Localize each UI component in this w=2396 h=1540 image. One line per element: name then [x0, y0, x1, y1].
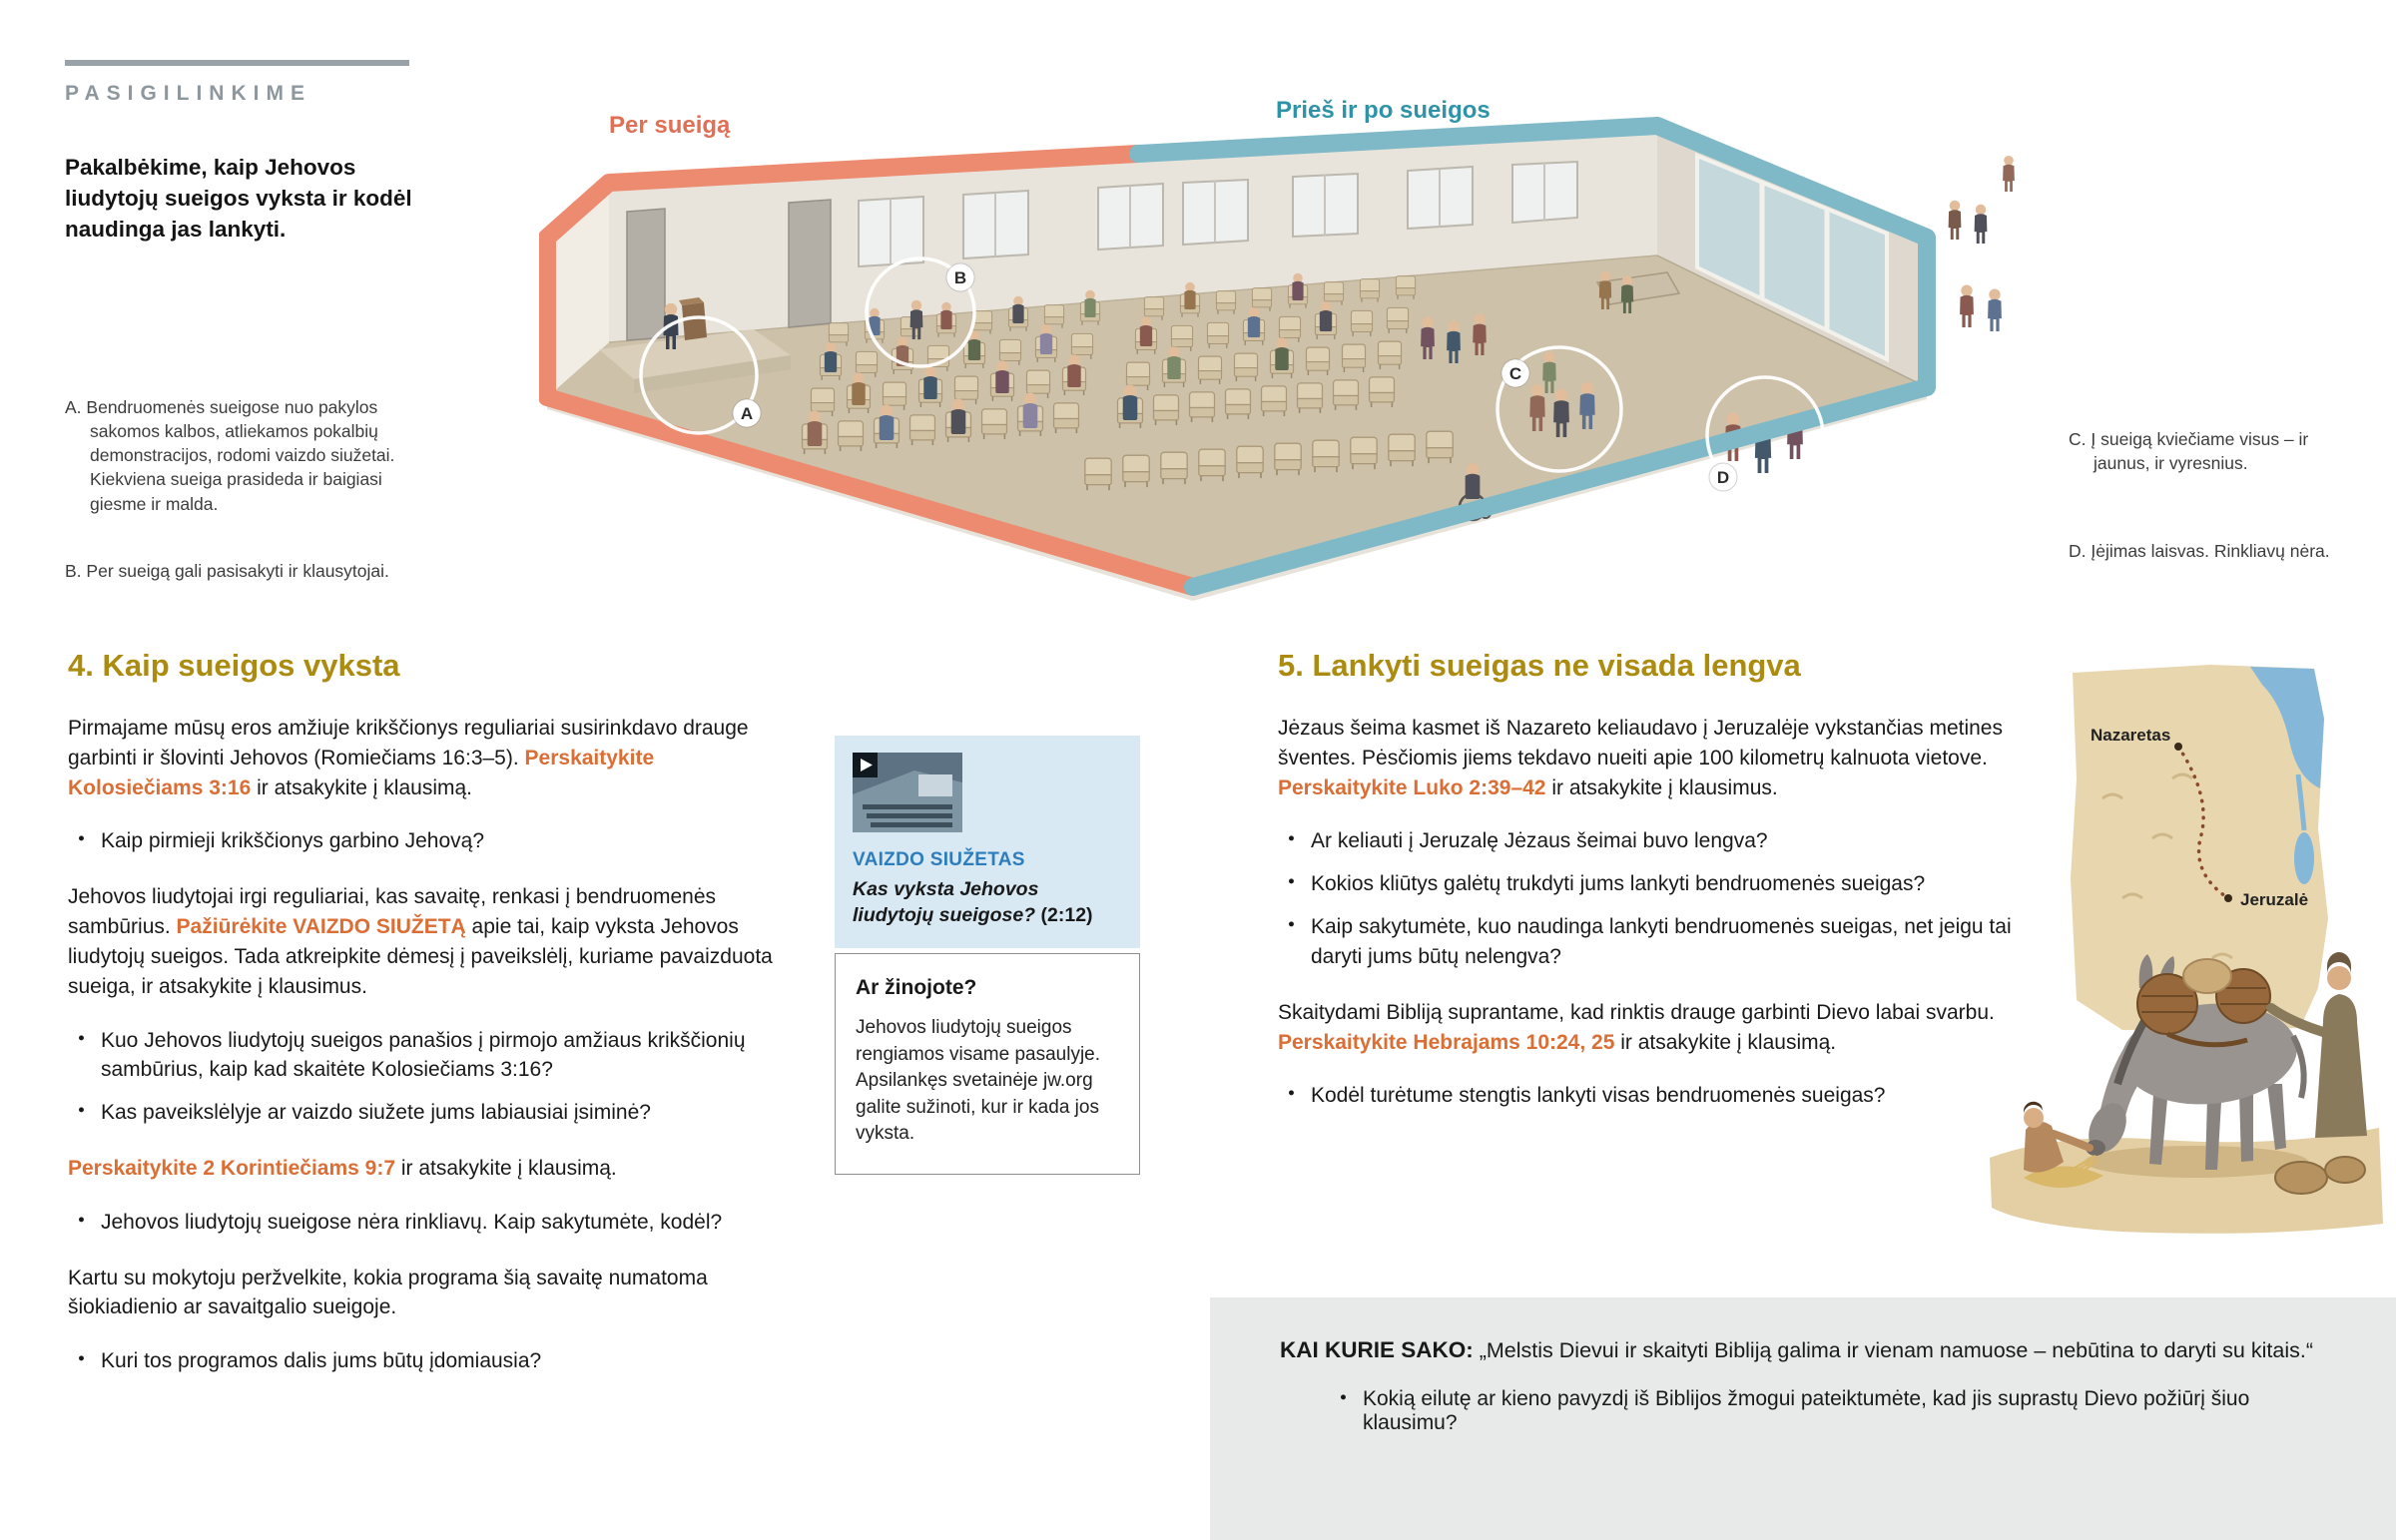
- label-during-meeting: Per sueigą: [609, 112, 731, 139]
- watch-video-link[interactable]: Pažiūrėkite VAIZDO SIUŽETĄ: [176, 915, 466, 939]
- svg-text:B: B: [953, 267, 967, 287]
- note-label: B.: [65, 561, 82, 581]
- paragraph-text: Jehovos liudytojai irgi reguliariai, kas savaitę, renkasi į bendruomenės sambūrius.: [68, 885, 717, 939]
- play-icon[interactable]: [853, 753, 878, 777]
- note-text: Į sueigą kviečiame visus – ir jaunus, ir vyresnius.: [2091, 429, 2309, 474]
- arriving-people: [1949, 156, 2015, 331]
- hall-note-c: [2069, 427, 2331, 475]
- paragraph: [68, 882, 779, 1001]
- video-box[interactable]: [835, 736, 1140, 948]
- bullet-text: Kodėl turėtume stengtis lankyti visas bendruomenės sueigas?: [1311, 1084, 1886, 1108]
- paragraph: [1278, 714, 2015, 802]
- bullet-text: Ar keliauti į Jeruzalę Jėzaus šeimai buvo lengva?: [1311, 829, 1768, 853]
- section-5: [1278, 644, 2015, 1137]
- video-thumbnail[interactable]: [853, 753, 962, 832]
- bullet-item: [68, 1208, 779, 1238]
- section-4: [68, 644, 779, 1402]
- bullet-text: Kokios kliūtys galėtų trukdyti jums lankyti bendruomenės sueigas?: [1311, 872, 1926, 896]
- kicker-bar: [65, 60, 409, 66]
- paragraph-text: apie tai, kaip vyksta Jehovos liudytojų sueigos. Tada atkreipkite dėmesį į paveikslėlį, kuriame pavaizduota sueiga, ir atsakykite į klausimus.: [68, 915, 773, 998]
- intro-text: Pakalbėkime, kaip Jehovos liudytojų sueigos vyksta ir kodėl naudinga jas lankyti.: [65, 155, 412, 243]
- section-4-heading: 4. Kaip sueigos vyksta: [68, 648, 400, 683]
- svg-text:D: D: [1716, 467, 1730, 487]
- paragraph-text: Pirmajame mūsų eros amžiuje krikščionys reguliariai susirinkdavo drauge garbinti ir šlovinti Jehovos (Romiečiams 16:3–5).: [68, 717, 749, 770]
- some-say-label: KAI KURIE SAKO:: [1280, 1337, 1474, 1362]
- bullet-item: [1278, 1081, 2015, 1111]
- bullet-text: Kaip sakytumėte, kuo naudinga lankyti bendruomenės sueigas, net jeigu tai daryti jums būtų nelengva?: [1311, 915, 2012, 968]
- did-you-know-title: Ar žinojote?: [856, 976, 977, 999]
- paragraph-text: Skaitydami Bibliją suprantame, kad rinktis drauge garbinti Dievo labai svarbu.: [1278, 1000, 1995, 1024]
- bullet-item: [1330, 1387, 2321, 1435]
- note-label: A.: [65, 397, 82, 417]
- svg-text:A: A: [740, 403, 754, 423]
- some-say-lead: [1280, 1333, 2348, 1367]
- paragraph-text: ir atsakykite į klausimą.: [1614, 1030, 1837, 1054]
- read-link-luko[interactable]: Perskaitykite Luko 2:39–42: [1278, 775, 1546, 799]
- section-5-heading: 5. Lankyti sueigas ne visada lengva: [1278, 648, 1801, 683]
- paragraph-text: ir atsakykite į klausimą.: [395, 1156, 617, 1180]
- read-link-korintieciams[interactable]: Perskaitykite 2 Korintiečiams 9:7: [68, 1156, 396, 1180]
- note-label: D.: [2069, 541, 2087, 561]
- read-link-kolosieciams[interactable]: Perskaitykite Kolosiečiams 3:16: [68, 746, 655, 799]
- note-text: Bendruomenės sueigose nuo pakylos sakomos kalbos, atliekamos pokalbių demonstracijos, rodomi vaizdo siužetai. Kiekviena sueiga prasideda ir baigiasi giesme ir malda.: [86, 397, 395, 514]
- note-text: Per sueigą gali pasisakyti ir klausytojai.: [86, 561, 389, 581]
- sack: [2325, 1157, 2365, 1183]
- hall-note-b: [65, 559, 459, 583]
- kingdom-hall-illustration: [539, 88, 2017, 637]
- bullet-text: Jehovos liudytojų sueigose nėra rinkliavų. Kaip sakytumėte, kodėl?: [101, 1210, 723, 1234]
- video-kicker: VAIZDO SIUŽETAS: [853, 849, 1025, 870]
- bullet-text: Kuo Jehovos liudytojų sueigos panašios į pirmojo amžiaus krikščionių sambūrius, kaip kad skaitėte Kolosiečiams 3:16?: [101, 1028, 746, 1082]
- hall-note-d: [2069, 539, 2331, 563]
- video-duration: (2:12): [1040, 903, 1093, 926]
- video-thumbnail-image: [853, 753, 962, 832]
- svg-text:C: C: [1508, 363, 1522, 383]
- bullet-item: [1278, 869, 2015, 899]
- bullet-item: [68, 1346, 779, 1376]
- video-title: Kas vyksta Jehovos liudytojų sueigose? (2:12): [853, 878, 1093, 926]
- did-you-know-body: Jehovos liudytojų sueigos rengiamos visame pasaulyje. Apsilankęs svetainėje jw.org galite sužinoti, kur ir kada jos vyksta.: [856, 1017, 1101, 1145]
- bullet-item: [68, 1098, 779, 1128]
- bullet-item: [1278, 826, 2015, 856]
- paragraph: [68, 1154, 779, 1184]
- some-say-box: [1210, 1297, 2396, 1540]
- label-before-after-meeting: Prieš ir po sueigos: [1276, 97, 1491, 124]
- paragraph-text: ir atsakykite į klausimą.: [251, 775, 472, 799]
- bullet-item: [1278, 912, 2015, 972]
- bullet-item: [68, 1026, 779, 1086]
- note-label: C.: [2069, 429, 2087, 449]
- paragraph: Kartu su mokytoju peržvelkite, kokia programa šią savaitę numatoma šiokiadienio ar savaitgalio sueigoje.: [68, 1266, 708, 1319]
- bullet-text: Kokią eilutę ar kieno pavyzdį iš Biblijos žmogui pateiktumėte, kad jis suprastų Dievo požiūrį šiuo klausimu?: [1363, 1386, 2250, 1434]
- read-link-hebrajams[interactable]: Perskaitykite Hebrajams 10:24, 25: [1278, 1030, 1615, 1054]
- paragraph: [68, 714, 779, 802]
- paragraph-text: Jėzaus šeima kasmet iš Nazareto keliaudavo į Jeruzalėje vykstančias metines šventes. Pėsčiomis jiems tekdavo nueiti apie 100 kilometrų kalnuota vietove.: [1278, 717, 2003, 770]
- did-you-know-box: [835, 953, 1140, 1175]
- sack: [2275, 1162, 2327, 1194]
- bullet-text: Kas paveikslėlyje ar vaizdo siužete jums labiausiai įsiminė?: [101, 1101, 651, 1125]
- paragraph: [1278, 998, 2015, 1058]
- hall-note-a: [65, 395, 434, 516]
- bullet-item: [68, 826, 779, 856]
- section-kicker: PASIGILINKIME: [65, 82, 311, 105]
- bullet-text: Kuri tos programos dalis jums būtų įdomiausia?: [101, 1349, 542, 1373]
- map-label-jeruzale: Jeruzalė: [2240, 890, 2309, 909]
- nazareth-dot: [2174, 743, 2182, 751]
- note-text: Įėjimas laisvas. Rinkliavų nėra.: [2091, 541, 2330, 561]
- some-say-quote: „Melstis Dievui ir skaityti Bibliją galima ir vienam namuose – nebūtina to daryti su kitais.“: [1473, 1338, 2313, 1362]
- bullet-text: Kaip pirmieji krikščionys garbino Jehovą?: [101, 829, 485, 853]
- paragraph-text: ir atsakykite į klausimus.: [1545, 775, 1778, 799]
- map-label-nazaretas: Nazaretas: [2091, 726, 2171, 745]
- donkey-scene-illustration: [1972, 826, 2396, 1241]
